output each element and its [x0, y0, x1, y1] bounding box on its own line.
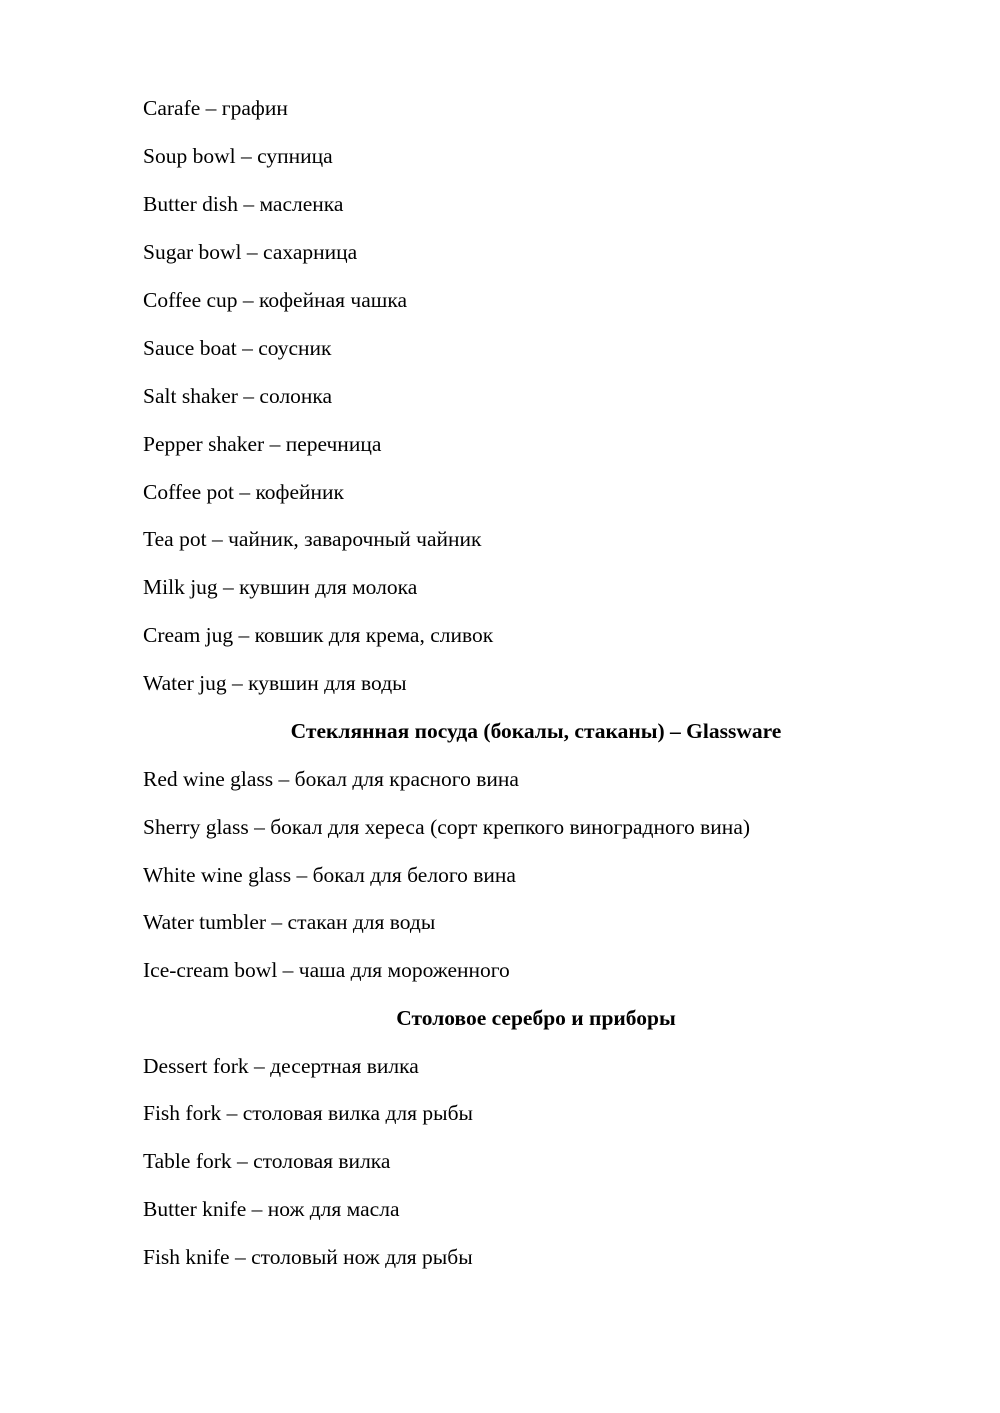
vocab-item: Salt shaker – солонка — [143, 384, 333, 408]
vocab-item: Water jug – кувшин для воды — [143, 671, 407, 695]
vocab-item: Ice-cream bowl – чаша для мороженного — [143, 958, 510, 982]
vocab-item: Dessert fork – десертная вилка — [143, 1054, 419, 1078]
vocab-item: Sherry glass – бокал для хереса (сорт крепкого виноградного вина) — [143, 815, 751, 839]
vocab-item: Fish fork – столовая вилка для рыбы — [143, 1101, 473, 1125]
vocab-item: Milk jug – кувшин для молока — [143, 575, 418, 599]
vocab-item: Butter dish – масленка — [143, 192, 344, 216]
section-heading-glassware: Стеклянная посуда (бокалы, стаканы) – Glassware — [290, 719, 782, 743]
vocab-item: Water tumbler – стакан для воды — [143, 910, 436, 934]
vocab-item: Soup bowl – супница — [143, 144, 333, 168]
vocab-item: Fish knife – столовый нож для рыбы — [143, 1245, 473, 1269]
vocab-item: Red wine glass – бокал для красного вина — [143, 767, 519, 791]
vocab-item: Pepper shaker – перечница — [143, 432, 382, 456]
vocab-item: Cream jug – ковшик для крема, сливок — [143, 623, 494, 647]
vocab-item: Carafe – графин — [143, 96, 288, 120]
vocab-item: Butter knife – нож для масла — [143, 1197, 400, 1221]
section-heading-cutlery: Столовое серебро и приборы — [396, 1006, 676, 1030]
vocab-item: White wine glass – бокал для белого вина — [143, 863, 516, 887]
vocab-item: Coffee cup – кофейная чашка — [143, 288, 407, 312]
vocab-item: Coffee pot – кофейник — [143, 480, 344, 504]
vocab-item: Table fork – столовая вилка — [143, 1149, 391, 1173]
vocab-item: Tea pot – чайник, заварочный чайник — [143, 527, 482, 551]
vocab-item: Sauce boat – соусник — [143, 336, 332, 360]
vocab-item: Sugar bowl – сахарница — [143, 240, 358, 264]
